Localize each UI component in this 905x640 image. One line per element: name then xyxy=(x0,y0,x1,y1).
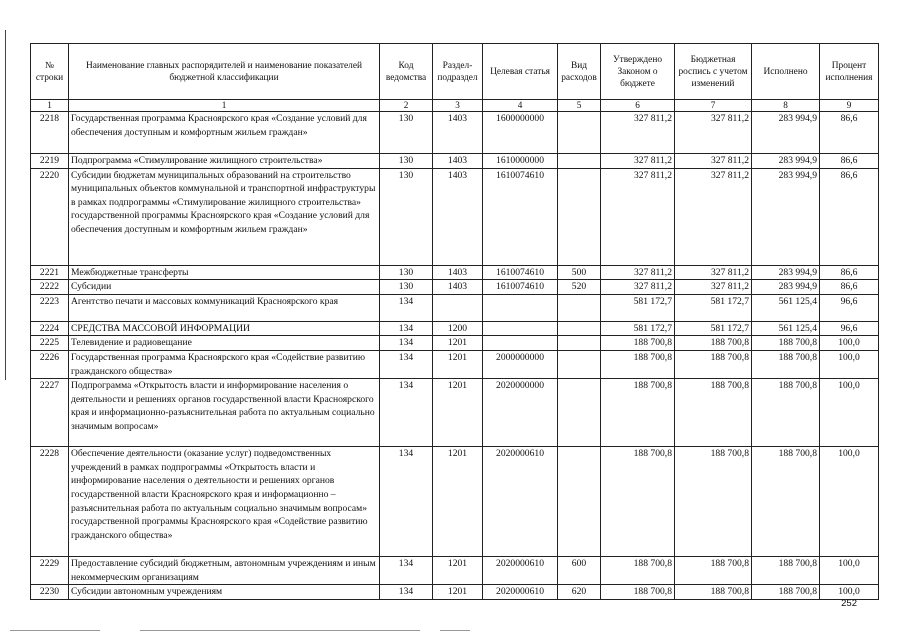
row-executed: 188 700,8 xyxy=(752,379,820,447)
row-budget: 327 811,2 xyxy=(675,112,752,154)
row-name: Предоставление субсидий бюджетным, автономным учреждениям и иным некоммерческим организациям xyxy=(69,557,380,585)
row-budget: 327 811,2 xyxy=(675,168,752,265)
row-dept-code: 134 xyxy=(380,336,433,351)
row-section: 1200 xyxy=(433,321,483,336)
row-executed: 283 994,9 xyxy=(752,168,820,265)
row-approved: 188 700,8 xyxy=(601,447,675,557)
row-approved: 581 172,7 xyxy=(601,294,675,321)
header-name: Наименование главных распорядителей и наименование показателей бюджетной классификации xyxy=(69,44,380,100)
row-percent: 86,6 xyxy=(820,112,879,154)
row-dept-code: 130 xyxy=(380,112,433,154)
row-exp-type xyxy=(558,321,601,336)
row-approved: 327 811,2 xyxy=(601,112,675,154)
row-number: 2225 xyxy=(31,336,69,351)
row-section: 1201 xyxy=(433,379,483,447)
row-exp-type: 500 xyxy=(558,265,601,280)
header-approved: Утверждено Законом о бюджете xyxy=(601,44,675,100)
row-target: 1610000000 xyxy=(483,154,558,169)
row-exp-type xyxy=(558,294,601,321)
table-row xyxy=(31,294,879,321)
row-target xyxy=(483,321,558,336)
table-row xyxy=(31,447,879,557)
row-number: 2222 xyxy=(31,280,69,295)
row-target: 2020000000 xyxy=(483,379,558,447)
column-number: 1 xyxy=(31,100,69,112)
row-section: 1201 xyxy=(433,557,483,585)
row-section xyxy=(433,294,483,321)
row-approved: 188 700,8 xyxy=(601,379,675,447)
header-budget-list: Бюджетная роспись с учетом изменений xyxy=(675,44,752,100)
header-target: Целевая статья xyxy=(483,44,558,100)
row-number: 2228 xyxy=(31,447,69,557)
table-row xyxy=(31,154,879,169)
row-approved: 327 811,2 xyxy=(601,280,675,295)
table-row xyxy=(31,350,879,378)
table-row xyxy=(31,280,879,295)
row-executed: 283 994,9 xyxy=(752,154,820,169)
scan-edge-line xyxy=(440,630,470,631)
row-name: Государственная программа Красноярского края «Создание условий для обеспечения доступным и комфортным жильем граждан» xyxy=(69,112,380,154)
row-name: Государственная программа Красноярского края «Содействие развитию гражданского общества» xyxy=(69,350,380,378)
row-exp-type xyxy=(558,350,601,378)
row-dept-code: 130 xyxy=(380,280,433,295)
row-approved: 327 811,2 xyxy=(601,154,675,169)
row-exp-type xyxy=(558,447,601,557)
row-percent: 100,0 xyxy=(820,557,879,585)
row-approved: 188 700,8 xyxy=(601,336,675,351)
header-dept-code: Код ведомства xyxy=(380,44,433,100)
row-number: 2230 xyxy=(31,585,69,600)
row-exp-type: 600 xyxy=(558,557,601,585)
row-percent: 86,6 xyxy=(820,280,879,295)
header-section: Раздел-подраздел xyxy=(433,44,483,100)
row-percent: 86,6 xyxy=(820,168,879,265)
row-target xyxy=(483,294,558,321)
column-number: 8 xyxy=(752,100,820,112)
row-section: 1201 xyxy=(433,350,483,378)
row-executed: 188 700,8 xyxy=(752,447,820,557)
row-dept-code: 134 xyxy=(380,350,433,378)
row-budget: 327 811,2 xyxy=(675,154,752,169)
row-percent: 100,0 xyxy=(820,350,879,378)
row-exp-type xyxy=(558,168,601,265)
row-executed: 561 125,4 xyxy=(752,294,820,321)
row-budget: 327 811,2 xyxy=(675,280,752,295)
row-budget: 581 172,7 xyxy=(675,321,752,336)
row-executed: 283 994,9 xyxy=(752,280,820,295)
row-budget: 327 811,2 xyxy=(675,265,752,280)
row-dept-code: 134 xyxy=(380,379,433,447)
column-number: 5 xyxy=(558,100,601,112)
row-target: 2020000610 xyxy=(483,447,558,557)
row-percent: 100,0 xyxy=(820,336,879,351)
row-exp-type xyxy=(558,379,601,447)
row-number: 2218 xyxy=(31,112,69,154)
row-name: Субсидии бюджетам муниципальных образований на строительство муниципальных объектов коммунальной и транспортной инфраструктуры в рамках подпрограммы «Стимулирование жилищного строительства» государственной программы Красноярского края «Создание условий для обеспечения доступным и комфортным жильем граждан» xyxy=(69,168,380,265)
row-dept-code: 134 xyxy=(380,585,433,600)
row-budget: 188 700,8 xyxy=(675,585,752,600)
row-number: 2221 xyxy=(31,265,69,280)
row-number: 2223 xyxy=(31,294,69,321)
row-target: 1600000000 xyxy=(483,112,558,154)
table-row xyxy=(31,168,879,265)
row-name: Субсидии автономным учреждениям xyxy=(69,585,380,600)
row-percent: 100,0 xyxy=(820,447,879,557)
row-dept-code: 134 xyxy=(380,447,433,557)
row-dept-code: 134 xyxy=(380,557,433,585)
row-exp-type: 520 xyxy=(558,280,601,295)
row-approved: 327 811,2 xyxy=(601,265,675,280)
row-section: 1201 xyxy=(433,336,483,351)
row-exp-type: 620 xyxy=(558,585,601,600)
column-number: 4 xyxy=(483,100,558,112)
row-budget: 581 172,7 xyxy=(675,294,752,321)
row-executed: 188 700,8 xyxy=(752,336,820,351)
page-number: 252 xyxy=(841,598,857,609)
row-section: 1403 xyxy=(433,112,483,154)
row-dept-code: 134 xyxy=(380,294,433,321)
row-approved: 188 700,8 xyxy=(601,557,675,585)
row-name: Подпрограмма «Стимулирование жилищного строительства» xyxy=(69,154,380,169)
row-name: Агентство печати и массовых коммуникаций Красноярского края xyxy=(69,294,380,321)
row-approved: 188 700,8 xyxy=(601,585,675,600)
row-executed: 188 700,8 xyxy=(752,350,820,378)
table-row xyxy=(31,321,879,336)
budget-execution-table xyxy=(30,43,879,600)
row-number: 2229 xyxy=(31,557,69,585)
row-exp-type xyxy=(558,112,601,154)
row-dept-code: 130 xyxy=(380,168,433,265)
row-dept-code: 130 xyxy=(380,265,433,280)
row-executed: 283 994,9 xyxy=(752,265,820,280)
row-executed: 283 994,9 xyxy=(752,112,820,154)
row-dept-code: 130 xyxy=(380,154,433,169)
row-budget: 188 700,8 xyxy=(675,336,752,351)
row-section: 1403 xyxy=(433,280,483,295)
scan-edge-line xyxy=(10,630,100,631)
row-section: 1403 xyxy=(433,154,483,169)
row-budget: 188 700,8 xyxy=(675,557,752,585)
row-name: Телевидение и радиовещание xyxy=(69,336,380,351)
row-percent: 100,0 xyxy=(820,585,879,600)
row-target xyxy=(483,336,558,351)
table-row xyxy=(31,265,879,280)
column-number-row xyxy=(31,100,879,112)
table-row xyxy=(31,585,879,600)
row-percent: 100,0 xyxy=(820,379,879,447)
column-number: 6 xyxy=(601,100,675,112)
row-target: 2020000610 xyxy=(483,585,558,600)
table-row xyxy=(31,379,879,447)
column-number: 2 xyxy=(380,100,433,112)
table-row xyxy=(31,557,879,585)
row-target: 2000000000 xyxy=(483,350,558,378)
row-section: 1201 xyxy=(433,585,483,600)
scan-edge-line xyxy=(140,630,420,631)
row-budget: 188 700,8 xyxy=(675,379,752,447)
header-row-no: № строки xyxy=(31,44,69,100)
row-name: Межбюджетные трансферты xyxy=(69,265,380,280)
row-executed: 561 125,4 xyxy=(752,321,820,336)
header-executed: Исполнено xyxy=(752,44,820,100)
row-name: Обеспечение деятельности (оказание услуг) подведомственных учреждений в рамках подпрограммы «Открытость власти и информирование населения о деятельности и решениях органов государственной власти Красноярского края и информационно – разъяснительная работа по актуальным социально значимым вопросам» государственной программы Красноярского края «Содействие развитию гражданского общества» xyxy=(69,447,380,557)
row-approved: 581 172,7 xyxy=(601,321,675,336)
row-exp-type xyxy=(558,336,601,351)
header-percent: Процент исполнения xyxy=(820,44,879,100)
row-section: 1403 xyxy=(433,168,483,265)
row-target: 1610074610 xyxy=(483,265,558,280)
row-number: 2226 xyxy=(31,350,69,378)
row-target: 2020000610 xyxy=(483,557,558,585)
row-name: Субсидии xyxy=(69,280,380,295)
row-number: 2227 xyxy=(31,379,69,447)
row-section: 1403 xyxy=(433,265,483,280)
row-target: 1610074610 xyxy=(483,280,558,295)
left-margin-line xyxy=(5,30,6,380)
column-number: 1 xyxy=(69,100,380,112)
row-percent: 96,6 xyxy=(820,321,879,336)
row-number: 2220 xyxy=(31,168,69,265)
row-executed: 188 700,8 xyxy=(752,585,820,600)
column-number: 3 xyxy=(433,100,483,112)
table-row xyxy=(31,336,879,351)
column-number: 9 xyxy=(820,100,879,112)
row-approved: 327 811,2 xyxy=(601,168,675,265)
row-exp-type xyxy=(558,154,601,169)
row-budget: 188 700,8 xyxy=(675,447,752,557)
row-target: 1610074610 xyxy=(483,168,558,265)
row-budget: 188 700,8 xyxy=(675,350,752,378)
row-approved: 188 700,8 xyxy=(601,350,675,378)
row-number: 2224 xyxy=(31,321,69,336)
row-percent: 86,6 xyxy=(820,154,879,169)
table-row xyxy=(31,112,879,154)
row-name: СРЕДСТВА МАССОВОЙ ИНФОРМАЦИИ xyxy=(69,321,380,336)
header-row xyxy=(31,44,879,100)
row-executed: 188 700,8 xyxy=(752,557,820,585)
header-exp-type: Вид расходов xyxy=(558,44,601,100)
row-number: 2219 xyxy=(31,154,69,169)
row-dept-code: 134 xyxy=(380,321,433,336)
row-name: Подпрограмма «Открытость власти и информирование населения о деятельности и решениях органов государственной власти Красноярского края и информационно-разъяснительная работа по актуальным социально значимым вопросам» xyxy=(69,379,380,447)
row-section: 1201 xyxy=(433,447,483,557)
row-percent: 86,6 xyxy=(820,265,879,280)
row-percent: 96,6 xyxy=(820,294,879,321)
column-number: 7 xyxy=(675,100,752,112)
